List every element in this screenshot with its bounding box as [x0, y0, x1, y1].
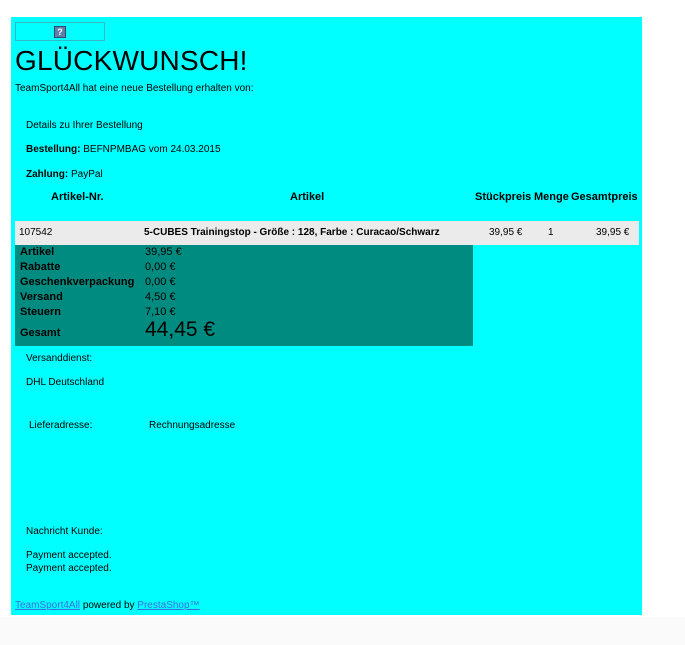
bottom-band	[0, 617, 685, 645]
carrier-value: DHL Deutschland	[26, 377, 105, 388]
header-article: Artikel	[290, 191, 325, 203]
order-line	[26, 144, 221, 155]
payment-label: Zahlung:	[26, 169, 69, 180]
shop-logo-placeholder	[15, 22, 105, 41]
order-summary	[15, 245, 473, 346]
shop-link[interactable]: TeamSport4All	[15, 600, 81, 611]
details-heading: Details zu Ihrer Bestellung	[26, 120, 143, 131]
header-quantity: Menge	[534, 191, 569, 203]
row-article: 5-CUBES Trainingstop - Größe : 128, Farbe : Curacao/Schwarz	[144, 227, 440, 238]
prestashop-link[interactable]: PrestaShop™	[137, 600, 200, 611]
row-unit-price: 39,95 €	[489, 227, 523, 238]
customer-message-line: Payment accepted.	[26, 550, 112, 561]
powered-by-text: powered by	[82, 600, 135, 611]
summary-shipping-value: 4,50 €	[145, 291, 176, 303]
summary-total-value: 44,45 €	[145, 318, 216, 341]
summary-tax-label: Steuern	[20, 306, 61, 318]
footer	[15, 600, 200, 611]
summary-gift-wrap-label: Geschenkverpackung	[20, 276, 135, 288]
order-value: BEFNPMBAG vom 24.03.2015	[83, 144, 221, 155]
order-label: Bestellung:	[26, 144, 81, 155]
header-unit-price: Stückpreis	[475, 191, 532, 203]
payment-value: PayPal	[71, 169, 103, 180]
summary-articles-value: 39,95 €	[145, 246, 182, 258]
summary-discounts-value: 0,00 €	[145, 261, 176, 273]
invoice-address-label: Rechnungsadresse	[149, 420, 236, 431]
payment-line	[26, 169, 103, 180]
row-total-price: 39,95 €	[596, 227, 630, 238]
summary-shipping-label: Versand	[20, 291, 63, 303]
summary-discounts-label: Rabatte	[20, 261, 61, 273]
intro-text: TeamSport4All hat eine neue Bestellung erhalten von:	[15, 83, 254, 94]
summary-tax-value: 7,10 €	[145, 306, 176, 318]
carrier-label: Versanddienst:	[26, 353, 93, 364]
email-body	[11, 17, 642, 615]
header-total-price: Gesamtpreis	[571, 191, 638, 203]
customer-message-label: Nachricht Kunde:	[26, 526, 103, 537]
summary-total-label: Gesamt	[20, 327, 61, 339]
summary-gift-wrap-value: 0,00 €	[145, 276, 176, 288]
row-quantity: 1	[548, 227, 554, 238]
customer-message-line: Payment accepted.	[26, 563, 112, 574]
summary-articles-label: Artikel	[20, 246, 55, 258]
delivery-address-label: Lieferadresse:	[29, 420, 93, 431]
question-mark-icon: ?	[54, 26, 66, 38]
header-article-no: Artikel-Nr.	[51, 191, 104, 203]
row-article-no: 107542	[19, 227, 53, 238]
table-row	[15, 221, 639, 245]
page-title: GLÜCKWUNSCH!	[15, 45, 248, 76]
